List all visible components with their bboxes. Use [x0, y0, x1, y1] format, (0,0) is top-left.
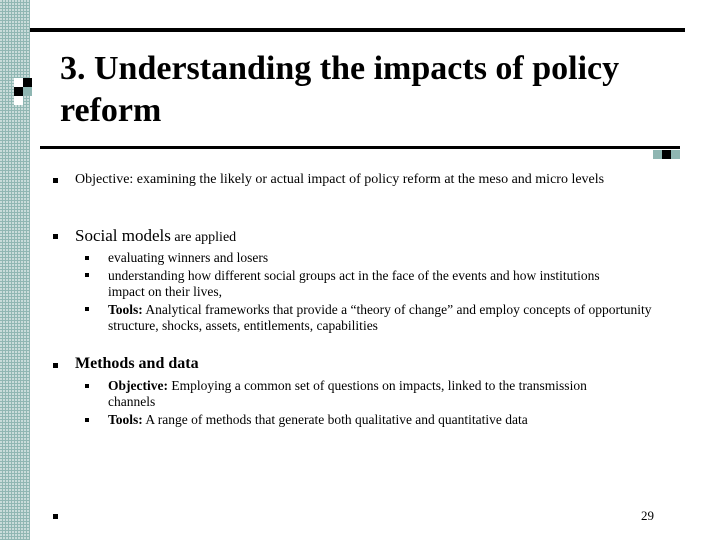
- top-rule: [30, 28, 685, 32]
- sub-bullet-objective: [108, 378, 608, 410]
- social-models-text: are applied: [170, 230, 237, 245]
- decor-square-icon: [653, 150, 662, 159]
- square-bullet-icon: [53, 234, 58, 239]
- square-bullet-icon: [85, 307, 89, 311]
- decor-square-icon: [662, 150, 671, 159]
- title-underline: [40, 146, 680, 149]
- bullet-objective: Objective: examining the likely or actual impact of policy reform at the meso and micro levels: [75, 172, 605, 187]
- page-number: 29: [641, 508, 654, 523]
- tools-label: Tools:: [108, 302, 143, 317]
- square-bullet-icon: [85, 418, 89, 422]
- sub-bullet-winners: evaluating winners and losers: [108, 250, 269, 265]
- slide-title: 3. Understanding the impacts of policy reform: [60, 50, 620, 129]
- square-bullet-icon: [85, 256, 89, 260]
- bullet-methods-data: [75, 356, 199, 373]
- decor-square-icon: [23, 78, 32, 87]
- decor-square-icon: [14, 87, 23, 96]
- square-bullet-icon: [85, 384, 89, 388]
- sub-bullet-tools-methods: [108, 412, 668, 428]
- square-bullet-icon: [85, 273, 89, 277]
- decor-square-icon: [14, 78, 23, 87]
- objective-text: Employing a common set of questions on impacts, linked to the transmission channels: [108, 378, 587, 409]
- square-bullet-icon: [53, 178, 58, 183]
- square-bullet-icon: [53, 514, 58, 519]
- square-bullet-icon: [53, 363, 58, 368]
- social-models-lead: Social models: [75, 226, 171, 245]
- tools-text: Analytical frameworks that provide a “theory of change” and employ concepts of opportunity structure, shocks, assets, entitlements, capabilities: [108, 302, 652, 333]
- methods-data-heading: Methods and data: [75, 355, 199, 372]
- bullet-social-models: [75, 228, 236, 246]
- decor-square-icon: [23, 87, 32, 96]
- decor-square-icon: [14, 96, 23, 105]
- sub-bullet-understanding: understanding how different social groups act in the face of the events and how institutions impact on their lives,: [108, 268, 600, 299]
- tools-methods-label: Tools:: [108, 412, 143, 427]
- tools-methods-text: A range of methods that generate both qualitative and quantitative data: [142, 412, 528, 427]
- objective-label: Objective:: [108, 378, 168, 393]
- sub-bullet-tools: [108, 302, 668, 334]
- decor-square-icon: [671, 150, 680, 159]
